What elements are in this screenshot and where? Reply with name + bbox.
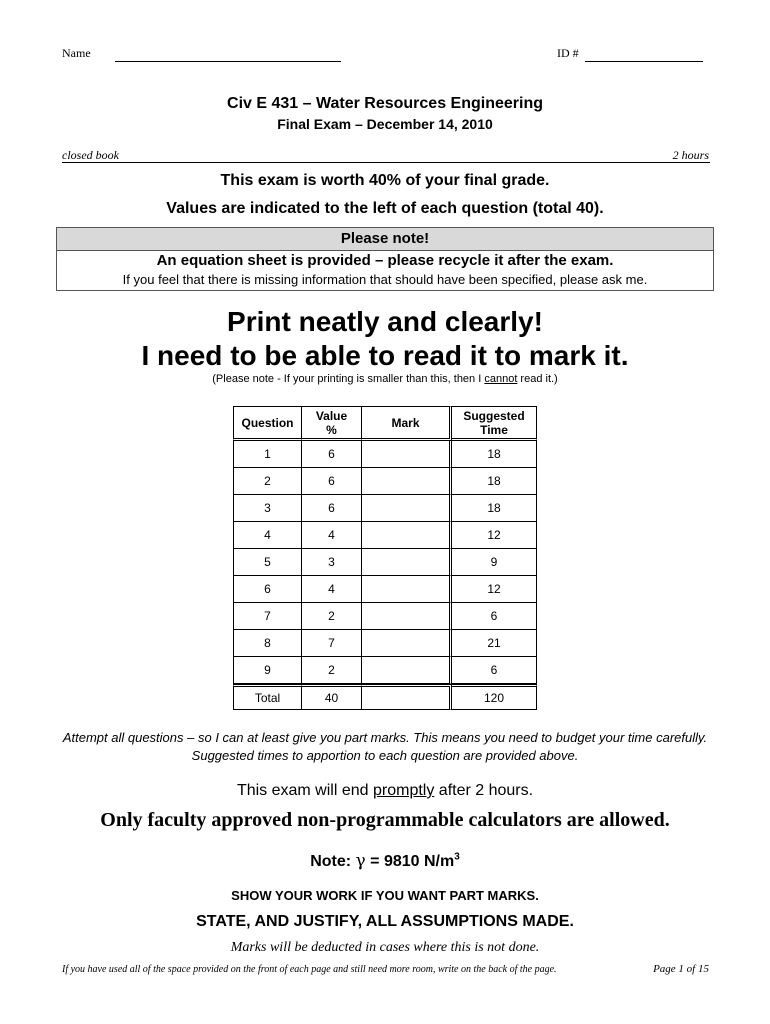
show-work-note: SHOW YOUR WORK IF YOU WANT PART MARKS. — [231, 888, 539, 903]
total-label: Total — [233, 684, 302, 710]
unit-weight-note — [0, 851, 770, 871]
mark-cell[interactable] — [362, 549, 452, 576]
exam-end-end: after 2 hours. — [434, 782, 534, 799]
print-neatly-heading: Print neatly and clearly! — [227, 306, 543, 337]
header-value — [302, 406, 362, 441]
missing-info-note: If you feel that there is missing information that should have been specified, please ask me. — [122, 272, 648, 287]
values-note: Values are indicated to the left of each question (total 40). — [166, 200, 604, 217]
header-value-line2: % — [326, 422, 337, 437]
gamma-value: = 9810 N/m — [365, 853, 455, 870]
name-label: Name — [62, 46, 91, 60]
time-cell: 18 — [452, 468, 537, 495]
question-cell: 5 — [233, 549, 302, 576]
note-heading: Please note! — [57, 228, 713, 251]
value-cell: 4 — [302, 576, 362, 603]
question-cell: 8 — [233, 630, 302, 657]
value-cell: 2 — [302, 657, 362, 684]
exam-end-note — [0, 782, 770, 800]
printing-size-note — [0, 373, 770, 385]
question-cell: 7 — [233, 603, 302, 630]
question-cell: 9 — [233, 657, 302, 684]
header-time-line1: Suggested — [463, 408, 525, 423]
gamma-prefix: Note: — [310, 853, 356, 870]
table-row — [233, 522, 537, 549]
question-cell: 6 — [233, 576, 302, 603]
grade-table — [233, 406, 537, 710]
value-cell: 7 — [302, 630, 362, 657]
time-cell: 21 — [452, 630, 537, 657]
printing-note-emphasis: cannot — [484, 373, 518, 385]
printing-note-start: (Please note - If your printing is smaller than this, then I — [212, 373, 485, 385]
mark-cell[interactable] — [362, 495, 452, 522]
attempt-instructions: Attempt all questions – so I can at least give you part marks. This means you need to budget your time carefully. Suggested times to apportion to each question are provided above. — [62, 730, 708, 763]
header-time — [452, 406, 537, 441]
time-cell: 12 — [452, 576, 537, 603]
mark-cell[interactable] — [362, 576, 452, 603]
time-cell: 18 — [452, 441, 537, 468]
header-mark: Mark — [362, 406, 452, 441]
exam-end-emphasis: promptly — [372, 782, 435, 799]
time-cell: 6 — [452, 657, 537, 684]
total-value: 40 — [302, 684, 362, 710]
readability-heading: I need to be able to read it to mark it. — [141, 340, 629, 371]
gamma-symbol: γ — [355, 851, 366, 871]
table-row — [233, 441, 537, 468]
time-cell: 12 — [452, 522, 537, 549]
table-row — [233, 630, 537, 657]
mark-cell[interactable] — [362, 657, 452, 684]
deduction-note: Marks will be deducted in cases where this is not done. — [230, 940, 540, 955]
value-cell: 6 — [302, 495, 362, 522]
total-row — [233, 684, 537, 710]
header-value-line1: Value — [315, 408, 348, 423]
name-field[interactable] — [115, 61, 341, 62]
time-cell: 9 — [452, 549, 537, 576]
value-cell: 2 — [302, 603, 362, 630]
duration-label: 2 hours — [672, 148, 709, 162]
mark-cell[interactable] — [362, 468, 452, 495]
value-cell: 3 — [302, 549, 362, 576]
exam-worth: This exam is worth 40% of your final grade. — [220, 172, 550, 189]
equation-sheet-note: An equation sheet is provided – please recycle it after the exam. — [156, 252, 614, 269]
table-row — [233, 603, 537, 630]
mark-cell[interactable] — [362, 441, 452, 468]
time-cell: 18 — [452, 495, 537, 522]
time-cell: 6 — [452, 603, 537, 630]
id-field[interactable] — [585, 61, 703, 62]
value-cell: 4 — [302, 522, 362, 549]
id-label: ID # — [557, 46, 579, 60]
exam-end-start: This exam will end — [236, 782, 373, 799]
mark-cell[interactable] — [362, 630, 452, 657]
course-title: Civ E 431 – Water Resources Engineering — [227, 95, 543, 112]
value-cell: 6 — [302, 468, 362, 495]
table-row — [233, 549, 537, 576]
header-time-line2: Time — [480, 422, 508, 437]
note-box — [56, 227, 714, 291]
total-mark-cell[interactable] — [362, 684, 452, 710]
question-cell: 1 — [233, 441, 302, 468]
calculator-policy: Only faculty approved non-programmable calculators are allowed. — [100, 809, 670, 831]
total-time: 120 — [452, 684, 537, 710]
table-header-row — [233, 406, 537, 441]
mark-cell[interactable] — [362, 603, 452, 630]
header-divider — [62, 162, 710, 163]
table-row — [233, 576, 537, 603]
table-row — [233, 657, 537, 684]
table-row — [233, 468, 537, 495]
question-cell: 3 — [233, 495, 302, 522]
question-cell: 4 — [233, 522, 302, 549]
printing-note-end: read it.) — [517, 373, 558, 385]
exam-date: Final Exam – December 14, 2010 — [277, 116, 493, 132]
assumptions-note: STATE, AND JUSTIFY, ALL ASSUMPTIONS MADE. — [196, 913, 574, 930]
question-cell: 2 — [233, 468, 302, 495]
footer-note: If you have used all of the space provided on the front of each page and still need more room, write on the back of the page. — [62, 964, 557, 975]
gamma-exponent: 3 — [454, 851, 460, 863]
header-question: Question — [233, 406, 302, 441]
table-row — [233, 495, 537, 522]
page-number: Page 1 of 15 — [653, 963, 709, 975]
closed-book-label: closed book — [62, 148, 119, 162]
value-cell: 6 — [302, 441, 362, 468]
mark-cell[interactable] — [362, 522, 452, 549]
